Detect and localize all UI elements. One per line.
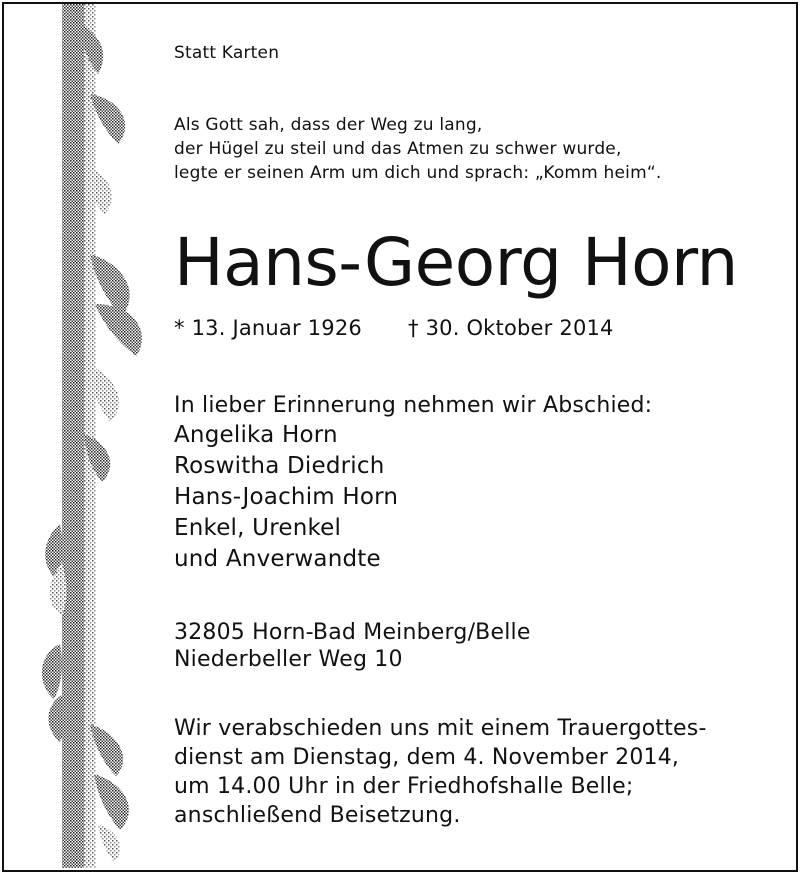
mourner-name: Roswitha Diedrich — [174, 453, 385, 479]
poem-line: Als Gott sah, dass der Weg zu lang, — [174, 115, 483, 135]
poem-line: legte er seinen Arm um dich und sprach: „Komm heim“. — [174, 163, 662, 183]
deceased-name: Hans-Georg Horn — [174, 224, 738, 301]
mourner-name: Angelika Horn — [174, 422, 338, 448]
mourner-name: und Anverwandte — [174, 546, 381, 572]
birth-date: * 13. Januar 1926 — [174, 316, 362, 340]
floral-ornament-decoration — [40, 4, 160, 868]
mourner-name: Enkel, Urenkel — [174, 515, 342, 541]
service-line: anschließend Beisetzung. — [174, 803, 461, 828]
death-date: † 30. Oktober 2014 — [408, 316, 614, 340]
service-line: dienst am Dienstag, dem 4. November 2014, — [174, 745, 680, 770]
farewell-intro: In lieber Erinnerung nehmen wir Abschied: — [174, 393, 653, 418]
mourner-name: Hans-Joachim Horn — [174, 484, 399, 510]
heading-statt-karten: Statt Karten — [174, 43, 280, 63]
address-line: 32805 Horn-Bad Meinberg/Belle — [174, 620, 531, 645]
service-line: um 14.00 Uhr in der Friedhofshalle Belle; — [174, 774, 634, 799]
address-line: Niederbeller Weg 10 — [174, 647, 403, 672]
service-line: Wir verabschieden uns mit einem Trauergottes- — [174, 716, 707, 741]
poem-line: der Hügel zu steil und das Atmen zu schwer wurde, — [174, 139, 622, 159]
